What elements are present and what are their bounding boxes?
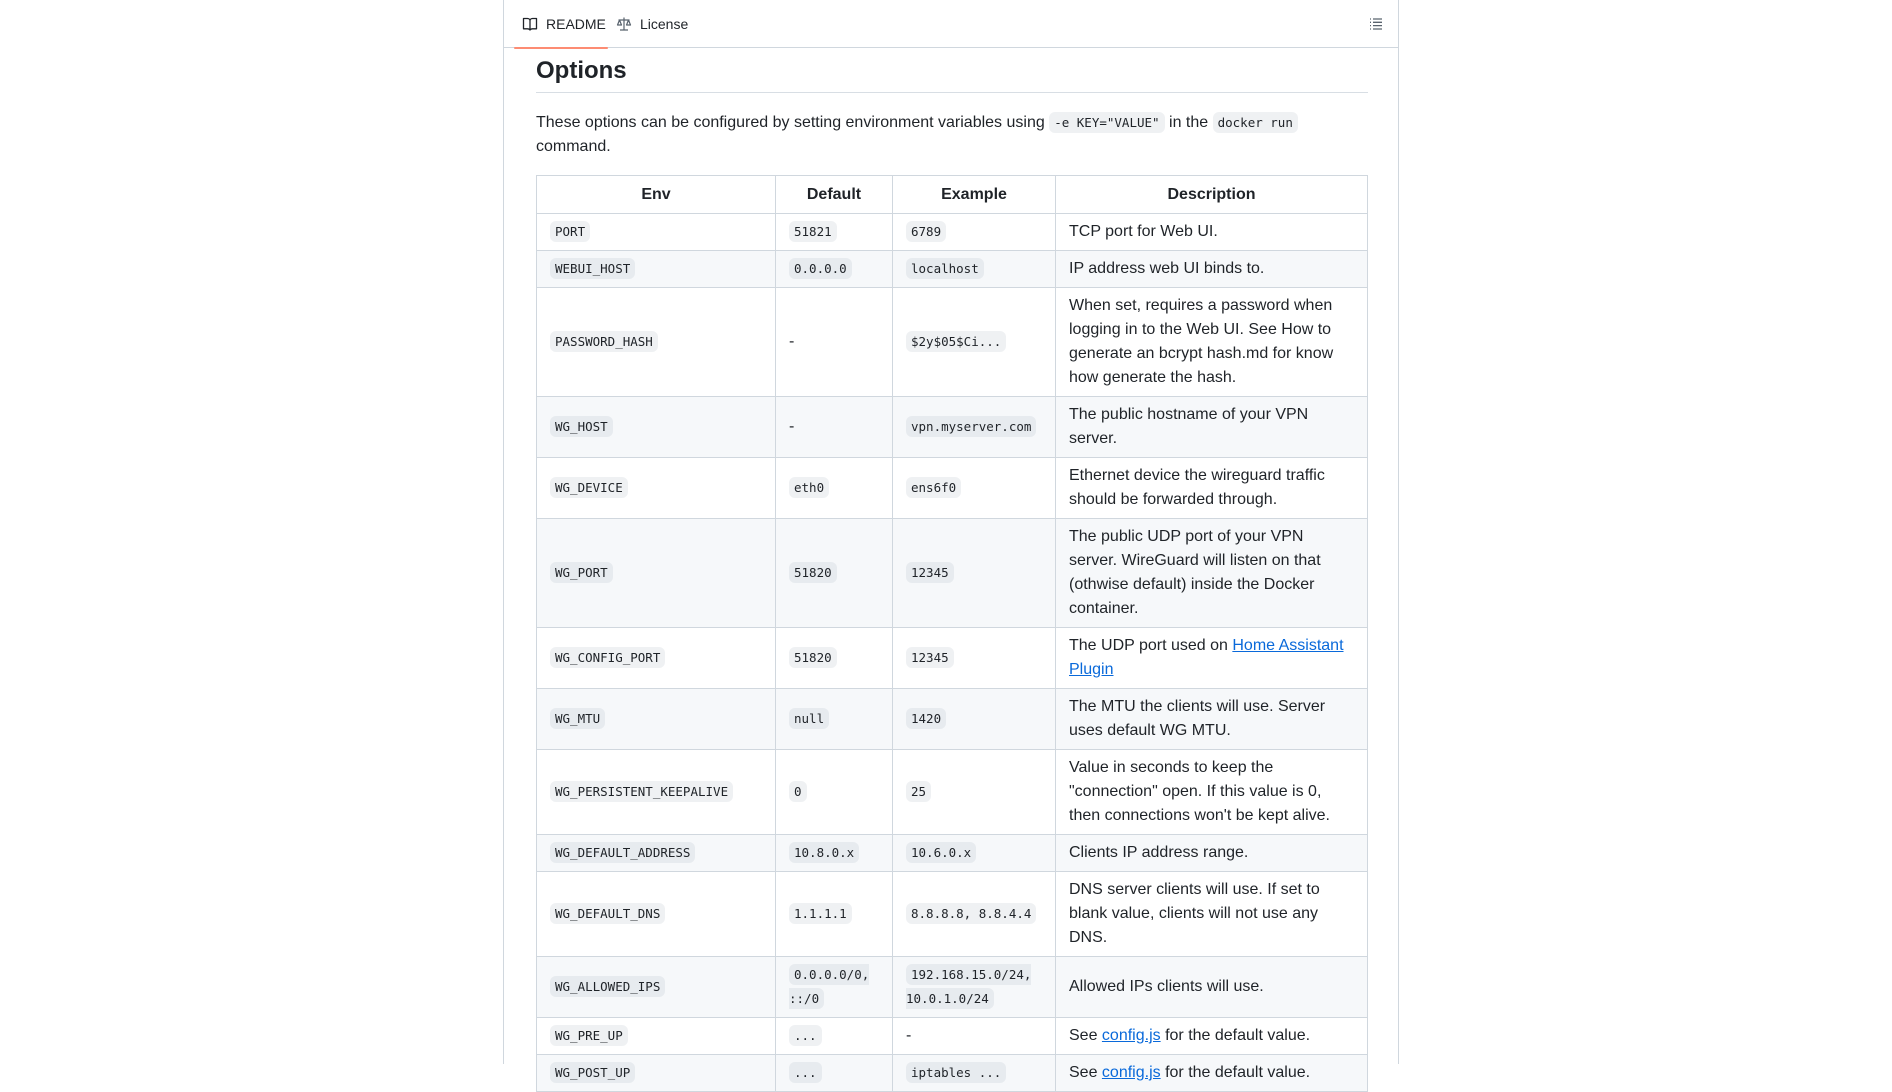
example-cell [893, 214, 1056, 251]
inline-code: 12345 [906, 647, 954, 668]
inline-code: WG_MTU [550, 708, 605, 729]
inline-code: vpn.myserver.com [906, 416, 1036, 437]
inline-code: iptables ... [906, 1062, 1006, 1083]
description-text: The UDP port used on [1069, 637, 1233, 654]
table-row [537, 1018, 1368, 1055]
default-cell [776, 288, 893, 397]
env-cell [537, 397, 776, 458]
tab-readme-label: README [546, 16, 606, 32]
env-cell [537, 458, 776, 519]
description-cell [1056, 519, 1368, 628]
inline-code: 51820 [789, 647, 837, 668]
inline-code: 0 [789, 781, 807, 802]
description-link[interactable]: config.js [1101, 1064, 1161, 1081]
description-text: The MTU the clients will use. Server uses default WG MTU. [1069, 698, 1326, 739]
description-text: Value in seconds to keep the "connection" open. If this value is 0, then connections won't be kept alive. [1069, 759, 1330, 824]
description-cell [1056, 628, 1368, 689]
inline-code: 25 [906, 781, 931, 802]
tab-readme[interactable] [514, 0, 608, 48]
inline-code: PASSWORD_HASH [550, 331, 658, 352]
default-cell [776, 519, 893, 628]
description-cell [1056, 1055, 1368, 1092]
table-body [537, 214, 1368, 1092]
description-cell [1056, 1018, 1368, 1055]
inline-code: WG_PRE_UP [550, 1025, 628, 1046]
table-row [537, 689, 1368, 750]
default-cell [776, 835, 893, 872]
description-cell [1056, 397, 1368, 458]
table-row [537, 835, 1368, 872]
outline-list-icon[interactable] [1368, 16, 1384, 32]
inline-code: WG_CONFIG_PORT [550, 647, 665, 668]
env-cell [537, 519, 776, 628]
inline-code: 1420 [906, 708, 946, 729]
description-text: See [1069, 1064, 1102, 1081]
example-cell [893, 872, 1056, 957]
table-row [537, 1055, 1368, 1092]
description-text: IP address web UI binds to. [1069, 260, 1265, 277]
env-cell [537, 872, 776, 957]
default-cell [776, 689, 893, 750]
column-header: Default [776, 176, 893, 214]
example-cell [893, 689, 1056, 750]
inline-code: 8.8.8.8, 8.8.4.4 [906, 903, 1036, 924]
example-cell [893, 397, 1056, 458]
description-text: Clients IP address range. [1069, 844, 1249, 861]
default-cell [776, 1055, 893, 1092]
description-text: for the default value. [1160, 1027, 1311, 1044]
example-cell [893, 251, 1056, 288]
inline-code: WG_DEFAULT_DNS [550, 903, 665, 924]
options-table [536, 175, 1368, 1092]
inline-code: null [789, 708, 829, 729]
inline-code: 1.1.1.1 [789, 903, 852, 924]
column-header: Env [537, 176, 776, 214]
default-cell [776, 397, 893, 458]
example-cell [893, 519, 1056, 628]
inline-code: 10.6.0.x [906, 842, 976, 863]
inline-code: WEBUI_HOST [550, 258, 635, 279]
inline-code: WG_PORT [550, 562, 613, 583]
inline-code: 0.0.0.0/0, ::/0 [789, 964, 869, 1009]
example-cell [893, 835, 1056, 872]
readme-panel [503, 0, 1399, 1081]
cell-text: - [789, 418, 795, 435]
inline-code: 0.0.0.0 [789, 258, 852, 279]
description-cell [1056, 835, 1368, 872]
default-cell [776, 251, 893, 288]
description-text: The public hostname of your VPN server. [1069, 406, 1309, 447]
description-text: When set, requires a password when logging in to the Web UI. See How to generate an bcrypt hash.md for know how generate the hash. [1069, 297, 1334, 386]
env-cell [537, 750, 776, 835]
table-row [537, 957, 1368, 1018]
inline-code: 6789 [906, 221, 946, 242]
inline-code: WG_PERSISTENT_KEEPALIVE [550, 781, 733, 802]
description-text: for the default value. [1160, 1064, 1311, 1081]
inline-code: 51821 [789, 221, 837, 242]
env-cell [537, 628, 776, 689]
description-text: Allowed IPs clients will use. [1069, 978, 1264, 995]
inline-code: localhost [906, 258, 984, 279]
table-row [537, 251, 1368, 288]
table-row [537, 628, 1368, 689]
inline-code: ... [789, 1025, 822, 1046]
description-cell [1056, 750, 1368, 835]
inline-code: ens6f0 [906, 477, 961, 498]
cell-text: - [906, 1027, 912, 1044]
description-cell [1056, 957, 1368, 1018]
inline-code: WG_DEFAULT_ADDRESS [550, 842, 695, 863]
table-row [537, 519, 1368, 628]
description-link[interactable]: config.js [1101, 1027, 1161, 1044]
default-cell [776, 872, 893, 957]
table-row [537, 750, 1368, 835]
description-cell [1056, 214, 1368, 251]
env-cell [537, 1055, 776, 1092]
description-link[interactable]: Home Assistant Plugin [1069, 637, 1344, 678]
description-text: The public UDP port of your VPN server. WireGuard will listen on that (othwise default) inside the Docker container. [1069, 528, 1321, 617]
inline-code: WG_POST_UP [550, 1062, 635, 1083]
scale-icon [616, 16, 632, 32]
env-cell [537, 214, 776, 251]
description-cell [1056, 458, 1368, 519]
description-text: DNS server clients will use. If set to blank value, clients will not use any DNS. [1069, 881, 1320, 946]
column-header: Description [1056, 176, 1368, 214]
book-icon [522, 16, 538, 32]
table-row [537, 288, 1368, 397]
section-intro: These options can be configured by setting environment variables using -e KEY="VALUE" in the docker run command. [536, 111, 1368, 159]
description-text: See [1069, 1027, 1102, 1044]
inline-code: WG_DEVICE [550, 477, 628, 498]
default-cell [776, 957, 893, 1018]
env-cell [537, 689, 776, 750]
env-cell [537, 1018, 776, 1055]
inline-code: 192.168.15.0/24, 10.0.1.0/24 [906, 964, 1031, 1009]
inline-code: ... [789, 1062, 822, 1083]
example-cell [893, 628, 1056, 689]
description-text: TCP port for Web UI. [1069, 223, 1218, 240]
description-cell [1056, 872, 1368, 957]
inline-code: eth0 [789, 477, 829, 498]
default-cell [776, 628, 893, 689]
description-cell [1056, 689, 1368, 750]
env-cell [537, 957, 776, 1018]
default-cell [776, 1018, 893, 1055]
example-cell [893, 750, 1056, 835]
default-cell [776, 750, 893, 835]
default-cell [776, 458, 893, 519]
env-cell [537, 288, 776, 397]
inline-code: WG_HOST [550, 416, 613, 437]
table-row [537, 458, 1368, 519]
column-header: Example [893, 176, 1056, 214]
example-cell [893, 458, 1056, 519]
inline-code: -e KEY="VALUE" [1049, 112, 1164, 133]
description-text: Ethernet device the wireguard traffic should be forwarded through. [1069, 467, 1325, 508]
tab-license-label: License [640, 16, 689, 32]
description-cell [1056, 288, 1368, 397]
tab-license[interactable] [608, 0, 698, 48]
inline-code: docker run [1213, 112, 1298, 133]
example-cell [893, 288, 1056, 397]
env-cell [537, 251, 776, 288]
inline-code: $2y$05$Ci... [906, 331, 1006, 352]
example-cell [893, 957, 1056, 1018]
env-cell [537, 835, 776, 872]
section-heading: Options [536, 48, 1368, 93]
inline-code: WG_ALLOWED_IPS [550, 976, 665, 997]
inline-code: 10.8.0.x [789, 842, 859, 863]
example-cell [893, 1018, 1056, 1055]
table-row [537, 872, 1368, 957]
description-cell [1056, 251, 1368, 288]
cell-text: - [789, 333, 795, 350]
table-row [537, 397, 1368, 458]
default-cell [776, 214, 893, 251]
inline-code: 51820 [789, 562, 837, 583]
readme-content [536, 48, 1368, 1092]
inline-code: 12345 [906, 562, 954, 583]
readme-tabbar [504, 0, 1398, 48]
table-row [537, 214, 1368, 251]
inline-code: PORT [550, 221, 590, 242]
example-cell [893, 1055, 1056, 1092]
table-header-row [537, 176, 1368, 214]
